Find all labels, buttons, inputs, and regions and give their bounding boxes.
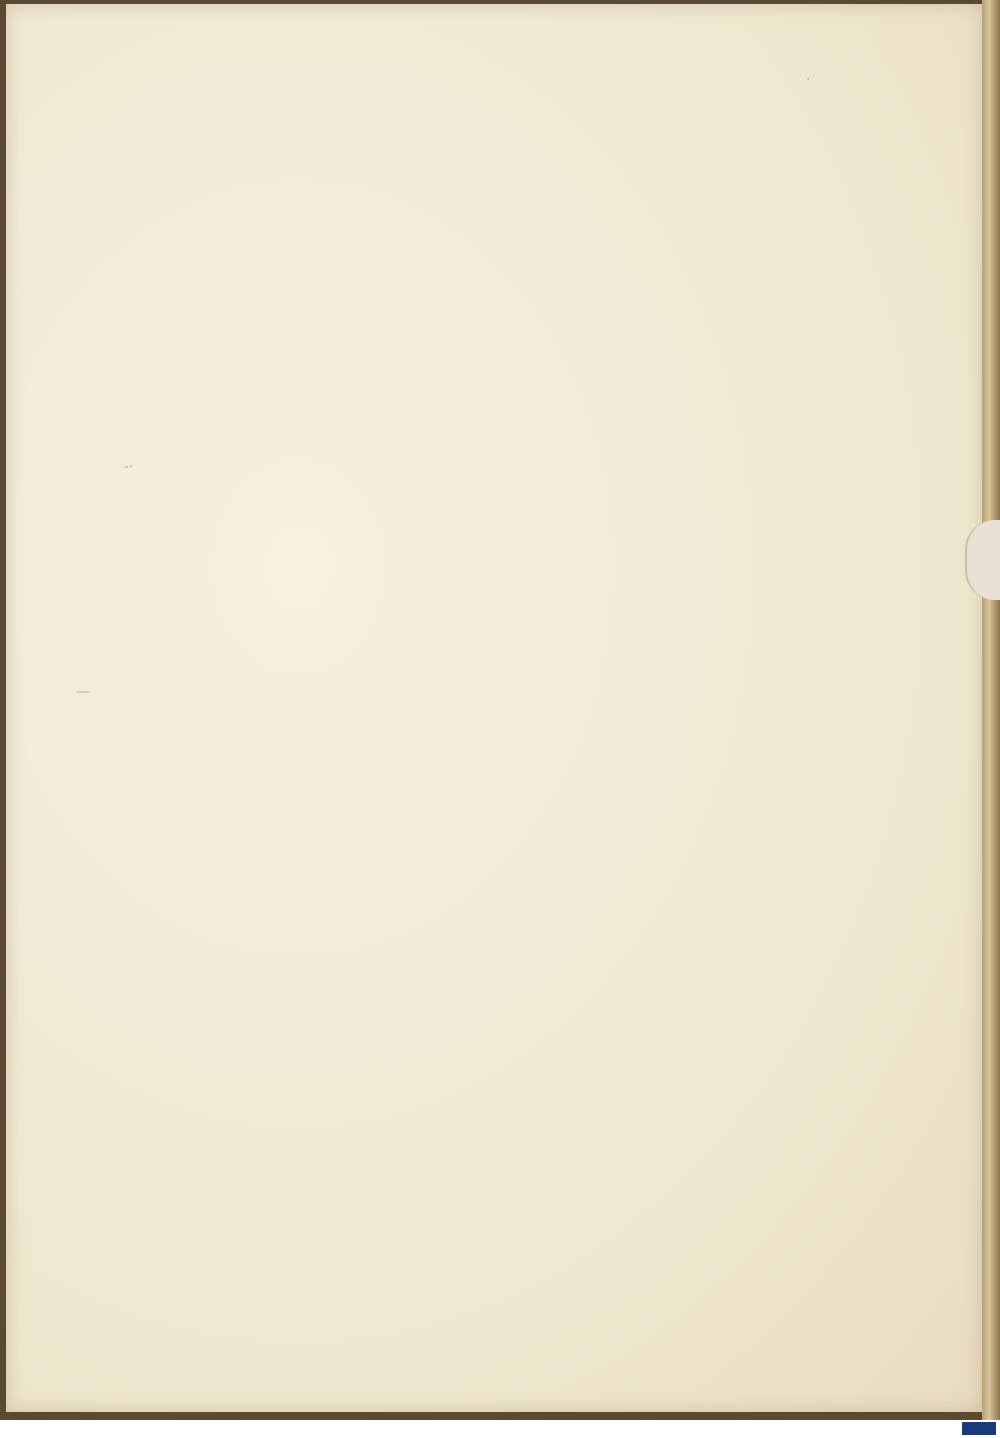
book-page <box>6 4 982 1412</box>
ink-speck: — <box>76 684 90 700</box>
dfg-logo <box>962 1422 996 1435</box>
footer-bar <box>0 1420 1000 1438</box>
ink-speck: -· <box>124 459 134 475</box>
page-tab-marker <box>965 520 1000 600</box>
book-fore-edge <box>982 0 1000 1420</box>
ink-speck: · <box>806 72 811 88</box>
